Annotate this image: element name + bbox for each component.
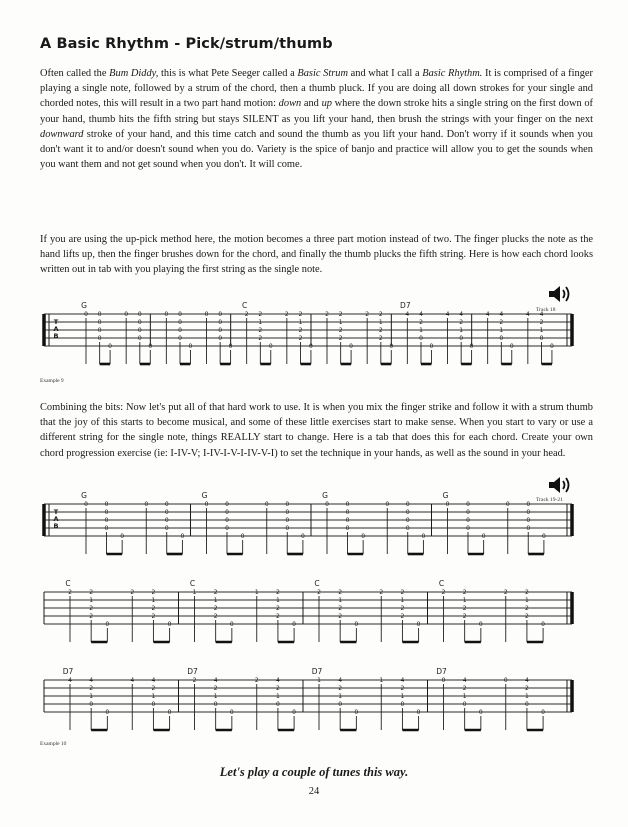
intro-paragraph (40, 66, 593, 172)
fret-number: 0 (178, 335, 182, 342)
fret-number: 1 (258, 319, 263, 326)
fret-number: 2 (459, 319, 464, 326)
fret-number: 2 (325, 311, 329, 318)
fret-number: 1 (462, 693, 467, 700)
fret-number: 0 (419, 335, 423, 342)
fret-number: 2 (462, 685, 467, 692)
chord-name: D7 (62, 667, 74, 676)
fret-number: 0 (225, 509, 229, 516)
fret-number: 0 (300, 533, 305, 540)
chord-name: C (438, 579, 445, 588)
fret-number: 4 (276, 677, 280, 684)
fret-number: 0 (97, 327, 102, 334)
fret-number: 1 (539, 327, 544, 334)
fret-number: 2 (338, 605, 343, 612)
tab-notation (44, 667, 572, 730)
closing-line: Let's play a couple of tunes this way. (219, 765, 409, 779)
fret-number: 2 (365, 311, 370, 318)
text-run: Often called the (40, 68, 110, 79)
page-title: A Basic Rhythm - Pick/strum/thumb (40, 36, 333, 52)
fret-number: 0 (137, 311, 142, 318)
fret-number: 0 (459, 335, 464, 342)
fret-number: 0 (97, 311, 102, 318)
emphasis-run: Bum Diddy, (109, 68, 159, 79)
fret-number: 0 (421, 533, 426, 540)
fret-number: 4 (68, 677, 72, 684)
text-run: stroke of your hand, and this time catch and sound the thumb as you lift your hand. Don't worry if it sounds when you don't want it to and/or doesn't sound when you do. Variety is the spice of banjo and practice will allow you to get the sounds when you want them and not get sound when you don't. It will come. (40, 128, 593, 171)
fret-number: 0 (292, 709, 297, 716)
chord-name: G (81, 491, 87, 500)
fret-number: 0 (349, 343, 354, 350)
fret-number: 2 (379, 589, 384, 596)
chord-name: G (322, 491, 328, 500)
fret-number: 2 (338, 311, 343, 318)
fret-number: 0 (228, 343, 233, 350)
fret-number: 1 (338, 597, 343, 604)
fret-number: 0 (97, 335, 102, 342)
fret-number: 2 (317, 589, 321, 596)
fret-number: 2 (258, 335, 263, 342)
fret-number: 2 (276, 605, 280, 612)
fret-number: 0 (325, 501, 329, 508)
fret-number: 0 (345, 517, 350, 524)
fret-number: 2 (258, 311, 263, 318)
tab-clef-letter: B (53, 332, 59, 340)
fret-number: 2 (254, 677, 259, 684)
fret-number: 1 (378, 319, 383, 326)
fret-number: 2 (213, 613, 218, 620)
fret-number: 2 (441, 589, 446, 596)
fret-number: 2 (419, 319, 423, 326)
fret-number: 4 (405, 311, 410, 318)
fret-number: 4 (213, 677, 218, 684)
fret-number: 0 (405, 509, 410, 516)
fret-number: 4 (485, 311, 490, 318)
fret-number: 2 (539, 319, 544, 326)
fret-number: 0 (120, 533, 125, 540)
fret-number: 4 (400, 677, 405, 684)
fret-number: 1 (459, 327, 464, 334)
fret-number: 0 (541, 621, 546, 628)
fret-number: 0 (345, 501, 350, 508)
example-label: Example 9 (40, 378, 64, 384)
fret-number: 2 (192, 677, 197, 684)
fret-number: 0 (204, 501, 209, 508)
fret-number: 0 (148, 343, 153, 350)
fret-number: 2 (338, 327, 343, 334)
fret-number: 0 (541, 709, 546, 716)
fret-number: 2 (298, 311, 303, 318)
fret-number: 1 (192, 589, 197, 596)
fret-number: 2 (68, 589, 72, 596)
fret-number: 2 (338, 613, 343, 620)
fret-number: 1 (317, 677, 321, 684)
fret-number: 1 (254, 589, 259, 596)
tab-clef-letter: T (53, 508, 59, 516)
fret-number: 0 (385, 501, 390, 508)
fret-number: 4 (419, 311, 423, 318)
fret-number: 0 (345, 509, 350, 516)
fret-number: 0 (466, 517, 470, 524)
emphasis-run: Basic Strum (297, 68, 348, 79)
fret-number: 2 (503, 589, 508, 596)
fret-number: 4 (445, 311, 450, 318)
fret-number: 0 (285, 525, 290, 532)
fret-number: 2 (244, 311, 249, 318)
fret-number: 4 (525, 311, 530, 318)
fret-number: 2 (151, 589, 156, 596)
fret-number: 0 (354, 709, 359, 716)
chord-name: C (314, 579, 320, 588)
fret-number: 1 (525, 693, 529, 700)
fret-number: 0 (462, 701, 467, 708)
fret-number: 2 (462, 589, 467, 596)
fret-number: 2 (499, 319, 504, 326)
fret-number: 0 (481, 533, 486, 540)
fret-number: 0 (104, 525, 109, 532)
fret-number: 0 (164, 517, 169, 524)
fret-number: 0 (268, 343, 273, 350)
text-run: It is comprised of a finger playing a single note, followed by a strum of the chord, then a thumb pluck. If you are doing all down strokes for your single and chorded notes, this will result in a two part hand motion: (40, 68, 593, 110)
fret-number: 2 (276, 685, 280, 692)
fret-number: 2 (525, 685, 529, 692)
fret-number: 0 (104, 501, 109, 508)
fret-number: 0 (541, 533, 546, 540)
fret-number: 1 (338, 693, 343, 700)
tab-staff (40, 300, 580, 378)
fret-number: 0 (478, 621, 483, 628)
text-run: and (301, 98, 322, 110)
fret-number: 0 (137, 335, 142, 342)
emphasis-run: down (278, 98, 302, 110)
fret-number: 0 (240, 533, 245, 540)
fret-number: 0 (526, 509, 531, 516)
chord-name: D7 (400, 301, 411, 310)
fret-number: 2 (258, 327, 263, 334)
tab-clef-letter: T (53, 318, 59, 326)
fret-number: 0 (416, 621, 421, 628)
fret-number: 0 (105, 621, 110, 628)
fret-number: 0 (104, 509, 109, 516)
fret-number: 4 (89, 677, 94, 684)
fret-number: 0 (151, 701, 156, 708)
fret-number: 2 (284, 311, 289, 318)
tab-clef-letter: A (53, 515, 59, 523)
fret-number: 0 (526, 525, 531, 532)
fret-number: 4 (462, 677, 467, 684)
fret-number: 0 (525, 701, 529, 708)
fret-number: 0 (499, 335, 504, 342)
chord-name: G (442, 491, 449, 500)
fret-number: 0 (509, 343, 514, 350)
track-label: Track 19-21 (536, 497, 563, 503)
fret-number: 2 (298, 327, 303, 334)
fret-number: 0 (167, 709, 172, 716)
fret-number: 4 (499, 311, 504, 318)
tab-notation (44, 491, 572, 554)
fret-number: 2 (298, 335, 303, 342)
fret-number: 0 (354, 621, 359, 628)
fret-number: 2 (378, 327, 383, 334)
text-run: this is what Pete Seeger called a (158, 68, 298, 79)
fret-number: 0 (285, 509, 290, 516)
fret-number: 0 (178, 319, 182, 326)
emphasis-run: up (321, 98, 332, 110)
chord-name: D7 (436, 667, 447, 676)
fret-number: 0 (264, 501, 269, 508)
fret-number: 0 (466, 509, 470, 516)
fret-number: 0 (84, 311, 88, 318)
fret-number: 0 (469, 343, 474, 350)
fret-number: 0 (218, 327, 223, 334)
tab-clef-letter: A (53, 325, 59, 333)
fret-number: 0 (400, 701, 405, 708)
fret-number: 1 (213, 597, 218, 604)
fret-number: 2 (462, 605, 467, 612)
emphasis-run: downward (40, 128, 84, 140)
chord-name: C (65, 579, 71, 588)
fret-number: 0 (84, 501, 88, 508)
fret-number: 0 (124, 311, 129, 318)
fret-number: 0 (292, 621, 297, 628)
fret-number: 0 (309, 343, 313, 350)
fret-number: 2 (378, 311, 383, 318)
fret-number: 0 (218, 319, 223, 326)
fret-number: 0 (505, 501, 510, 508)
fret-number: 2 (89, 685, 94, 692)
fret-number: 2 (151, 613, 156, 620)
fret-number: 1 (276, 693, 280, 700)
fret-number: 0 (229, 621, 234, 628)
tab-notation (44, 301, 572, 364)
fret-number: 0 (345, 525, 350, 532)
fret-number: 0 (225, 501, 229, 508)
text-run: and what I call a (347, 68, 423, 79)
fret-number: 2 (338, 589, 343, 596)
fret-number: 0 (466, 525, 470, 532)
fret-number: 2 (400, 685, 405, 692)
fret-number: 4 (525, 677, 529, 684)
fret-number: 0 (526, 501, 531, 508)
fret-number: 2 (462, 613, 467, 620)
fret-number: 0 (225, 525, 229, 532)
fret-number: 0 (429, 343, 434, 350)
fret-number: 2 (276, 589, 280, 596)
tab-example-10-row-1 (40, 490, 580, 568)
fret-number: 0 (539, 335, 544, 342)
fret-number: 2 (89, 589, 94, 596)
fret-number: 0 (416, 709, 421, 716)
fret-number: 0 (478, 709, 483, 716)
fret-number: 0 (164, 525, 169, 532)
fret-number: 0 (361, 533, 366, 540)
fret-number: 0 (285, 517, 290, 524)
fret-number: 4 (338, 677, 343, 684)
fret-number: 1 (499, 327, 504, 334)
fret-number: 0 (466, 501, 470, 508)
chord-name: C (189, 579, 196, 588)
fret-number: 0 (108, 343, 113, 350)
fret-number: 1 (89, 693, 94, 700)
fret-number: 0 (276, 701, 280, 708)
fret-number: 1 (419, 327, 423, 334)
fret-number: 0 (137, 327, 142, 334)
fret-number: 0 (550, 343, 554, 350)
page-number: 24 (308, 786, 320, 797)
chord-name: G (201, 491, 208, 500)
fret-number: 1 (151, 597, 156, 604)
fret-number: 1 (276, 597, 280, 604)
fret-number: 0 (188, 343, 193, 350)
example-label: Example 10 (40, 741, 67, 747)
fret-number: 0 (389, 343, 394, 350)
fret-number: 0 (218, 335, 223, 342)
fret-number: 0 (213, 701, 218, 708)
combining-paragraph: Combining the bits: Now let's put all of that hard work to use. It is when you mix the finger strike and follow it with a strum thumb that the joy of this starts to become musical, and some of these little exercises start to make sense. When you start to vary or use a different string for the single note, things REALLY start to change. Here is a tab that does this for each chord. Create your own chord progression exercise (ie: I-IV-V; I-IV-I-V-I-IV-V-I) to set the technique in your hands, as well as the sound in your head. (40, 402, 593, 459)
fret-number: 4 (539, 311, 544, 318)
fret-number: 2 (338, 335, 343, 342)
chord-name: D7 (187, 667, 198, 676)
fret-number: 1 (151, 693, 156, 700)
fret-number: 0 (218, 311, 223, 318)
text-run: where the down stroke hits a single string on the first down of your hand, thumb hits the fifth string but stays SILENT as you lift your hand, then brush the strings with your finger on the next (40, 98, 593, 125)
fret-number: 0 (178, 311, 182, 318)
fret-number: 2 (213, 605, 218, 612)
fret-number: 2 (151, 605, 156, 612)
fret-number: 0 (164, 311, 169, 318)
track-label: Track 18 (536, 307, 556, 313)
tab-notation (44, 579, 572, 642)
fret-number: 1 (213, 693, 218, 700)
fret-number: 2 (89, 605, 94, 612)
fret-number: 0 (178, 327, 182, 334)
fret-number: 2 (89, 613, 94, 620)
chord-name: G (81, 301, 87, 310)
fret-number: 0 (137, 319, 142, 326)
fret-number: 4 (151, 677, 156, 684)
chord-name: D7 (311, 667, 323, 676)
fret-number: 2 (525, 613, 529, 620)
fret-number: 0 (445, 501, 450, 508)
fret-number: 4 (130, 677, 135, 684)
fret-number: 2 (400, 613, 405, 620)
fret-number: 2 (378, 335, 383, 342)
fret-number: 2 (213, 589, 218, 596)
fret-number: 1 (298, 319, 303, 326)
fret-number: 0 (338, 701, 343, 708)
fret-number: 0 (405, 501, 410, 508)
fret-number: 0 (526, 517, 531, 524)
fret-number: 0 (104, 517, 109, 524)
fret-number: 0 (229, 709, 234, 716)
fret-number: 2 (276, 613, 280, 620)
tab-example-9 (40, 300, 580, 378)
fret-number: 2 (130, 589, 135, 596)
fret-number: 1 (525, 597, 529, 604)
fret-number: 0 (164, 509, 169, 516)
fret-number: 0 (180, 533, 185, 540)
fret-number: 2 (213, 685, 218, 692)
fret-number: 2 (400, 589, 405, 596)
fret-number: 0 (503, 677, 508, 684)
fret-number: 0 (441, 677, 446, 684)
chord-name: C (242, 301, 248, 310)
fret-number: 2 (525, 589, 529, 596)
fret-number: 1 (89, 597, 94, 604)
fret-number: 4 (459, 311, 464, 318)
tab-example-10-row-3 (40, 666, 580, 744)
fret-number: 2 (151, 685, 156, 692)
up-pick-paragraph: If you are using the up-pick method here, the motion becomes a three part motion instead of two. The finger plucks the note as the hand lifts up, then the finger brushes down for the chord, and finally the thumb plucks the fifth string. Here is how each chord looks written out in tab with you playing the first string as the single note. (40, 234, 593, 276)
fret-number: 1 (400, 597, 405, 604)
tab-example-10-row-2 (40, 578, 580, 656)
fret-number: 0 (285, 501, 290, 508)
fret-number: 0 (97, 319, 102, 326)
fret-number: 1 (338, 319, 343, 326)
fret-number: 2 (525, 605, 529, 612)
fret-number: 0 (89, 701, 94, 708)
fret-number: 0 (225, 517, 229, 524)
fret-number: 0 (405, 525, 410, 532)
fret-number: 1 (400, 693, 405, 700)
fret-number: 2 (400, 605, 405, 612)
fret-number: 0 (144, 501, 149, 508)
tab-clef-letter: B (53, 522, 59, 530)
fret-number: 1 (379, 677, 384, 684)
emphasis-run: Basic Rhythm. (422, 68, 483, 79)
fret-number: 0 (167, 621, 172, 628)
fret-number: 0 (405, 517, 410, 524)
fret-number: 2 (338, 685, 343, 692)
fret-number: 1 (462, 597, 467, 604)
fret-number: 0 (204, 311, 209, 318)
fret-number: 0 (105, 709, 110, 716)
fret-number: 0 (164, 501, 169, 508)
